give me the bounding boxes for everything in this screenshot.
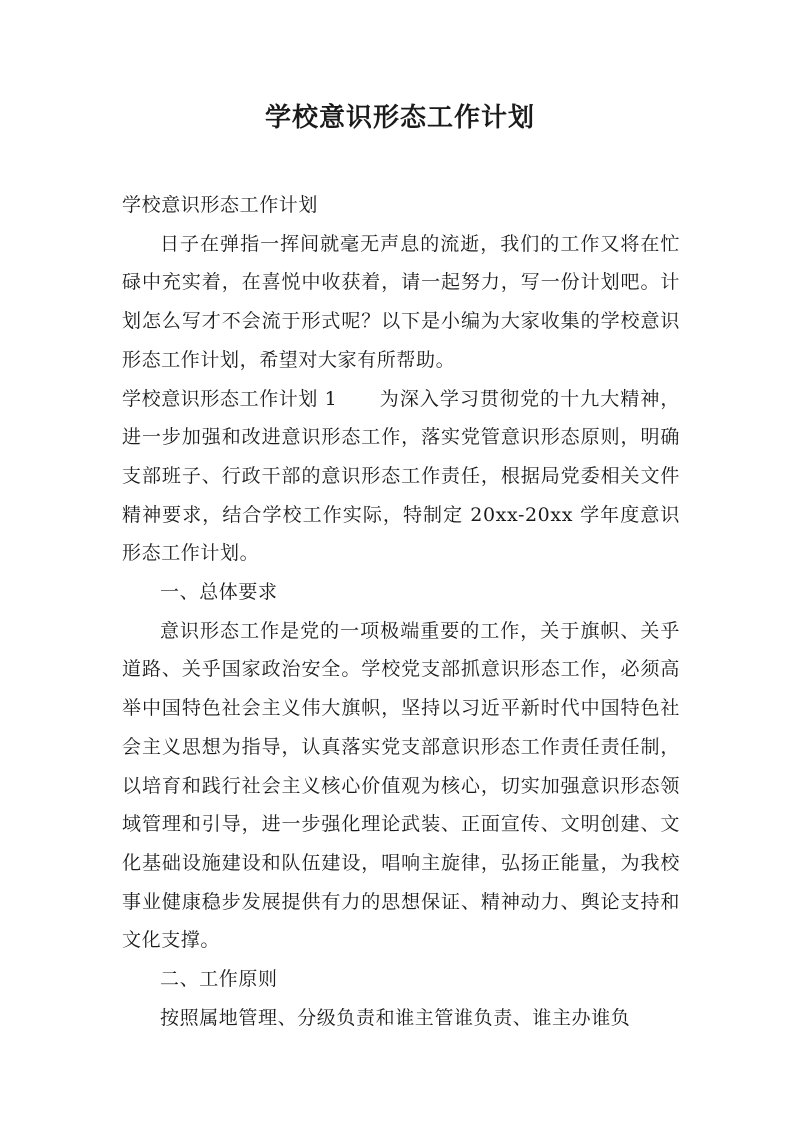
plan1-paragraph [122, 380, 680, 574]
intro-paragraph: 日子在弹指一挥间就毫无声息的流逝，我们的工作又将在忙碌中充实着，在喜悦中收获着，请一起努力，写一份计划吧。计划怎么写才不会流于形式呢？以下是小编为大家收集的学校意识形态工作计划，希望对大家有所帮助。 [122, 232, 680, 371]
section1-paragraph: 意识形态工作是党的一项极端重要的工作，关于旗帜、关乎道路、关乎国家政治安全。学校党支部抓意识形态工作，必须高举中国特色社会主义伟大旗帜，坚持以习近平新时代中国特色社会主义思想为指导，认真落实党支部意识形态工作责任责任制，以培育和践行社会主义核心价值观为核心，切实加强意识形态领域管理和引导，进一步强化理论武装、正面宣传、文明创建、文化基础设施建设和队伍建设，唱响主旋律，弘扬正能量，为我校事业健康稳步发展提供有力的思想保证、精神动力、舆论支持和文化支撑。 [122, 619, 680, 952]
document-title: 学校意识形态工作计划 [264, 103, 535, 133]
section2-heading: 二、工作原则 [160, 968, 278, 991]
section1-heading: 一、总体要求 [160, 581, 278, 604]
document-body [122, 186, 680, 1037]
plan1-text: 为深入学习贯彻党的十九大精神，进一步加强和改进意识形态工作，落实党管意识形态原则，明确支部班子、行政干部的意识形态工作责任，根据局党委相关文件精神要求，结合学校工作实际，特制定 20xx-20xx 学年度意识形态工作计划。 [122, 387, 680, 565]
section2-paragraph: 按照属地管理、分级负责和谁主管谁负责、谁主办谁负 [160, 1006, 631, 1029]
document-subtitle: 学校意识形态工作计划 [122, 194, 319, 216]
plan1-label: 学校意识形态工作计划 1 [122, 387, 338, 410]
